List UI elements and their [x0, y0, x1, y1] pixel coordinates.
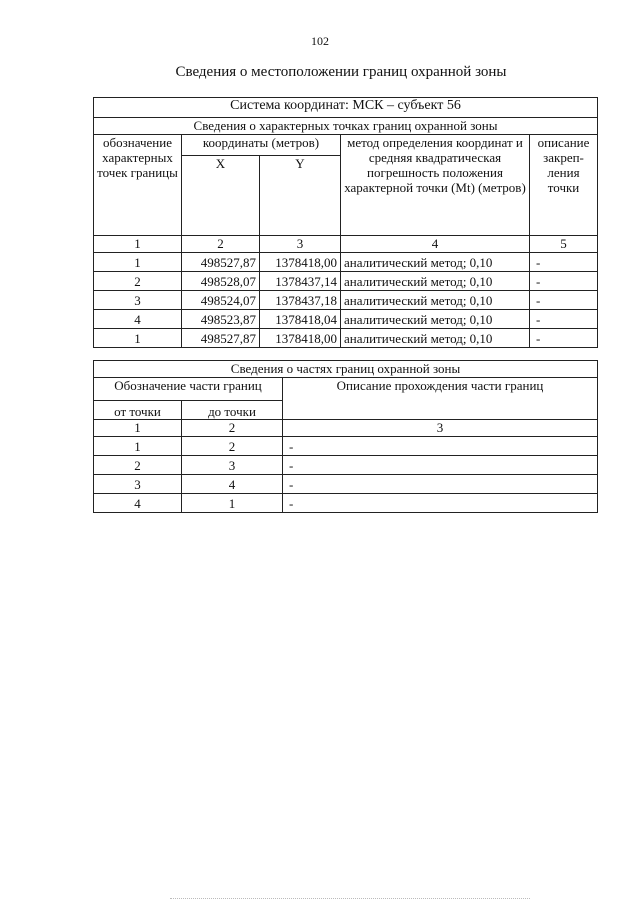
column-index: 1 [94, 236, 182, 253]
points-section-title: Сведения о характерных точках границ охранной зоны [94, 118, 598, 135]
table-row [94, 494, 598, 513]
from-point: 4 [94, 494, 182, 513]
table-row [94, 437, 598, 456]
column-index: 2 [182, 420, 283, 437]
to-point: 2 [182, 437, 283, 456]
table-row [94, 291, 598, 310]
document-title: Сведения о местоположении границ охранной зоны [175, 64, 507, 80]
parts-section-title: Сведения о частях границ охранной зоны [94, 361, 598, 378]
header-part-designation: Обозначение части границ [94, 378, 283, 401]
method: аналитический метод; 0,10 [341, 253, 530, 272]
passage-description: - [283, 475, 598, 494]
point-description: - [530, 329, 598, 348]
page-number: 102 [311, 34, 329, 48]
table-row [94, 329, 598, 348]
coord-y: 1378418,00 [260, 329, 341, 348]
column-index: 3 [260, 236, 341, 253]
header-passage-description: Описание прохождения части границ [283, 378, 598, 420]
column-index: 5 [530, 236, 598, 253]
header-method: метод определения координат и средняя квадратическая погрешность положения характерной точки (Mt) (метров) [341, 135, 530, 236]
boundary-parts-table [93, 360, 597, 513]
point-description: - [530, 310, 598, 329]
header-y: Y [260, 156, 341, 236]
coord-y: 1378437,18 [260, 291, 341, 310]
point-description: - [530, 253, 598, 272]
method: аналитический метод; 0,10 [341, 291, 530, 310]
from-point: 2 [94, 456, 182, 475]
coord-x: 498527,87 [182, 329, 260, 348]
scan-artifact [170, 898, 530, 901]
column-index: 2 [182, 236, 260, 253]
column-index: 3 [283, 420, 598, 437]
header-from-point: от точки [94, 401, 182, 420]
to-point: 3 [182, 456, 283, 475]
point-description: - [530, 272, 598, 291]
header-x: X [182, 156, 260, 236]
table-row [94, 272, 598, 291]
table-row [94, 456, 598, 475]
from-point: 3 [94, 475, 182, 494]
column-index-row [94, 420, 598, 437]
header-point-designation: обозначение характерных точек границы [94, 135, 182, 236]
to-point: 4 [182, 475, 283, 494]
column-index: 1 [94, 420, 182, 437]
coord-x: 498523,87 [182, 310, 260, 329]
passage-description: - [283, 494, 598, 513]
point-number: 3 [94, 291, 182, 310]
to-point: 1 [182, 494, 283, 513]
point-number: 1 [94, 329, 182, 348]
point-description: - [530, 291, 598, 310]
point-number: 2 [94, 272, 182, 291]
table-row [94, 310, 598, 329]
method: аналитический метод; 0,10 [341, 272, 530, 291]
point-number: 1 [94, 253, 182, 272]
column-index-row [94, 236, 598, 253]
coord-x: 498524,07 [182, 291, 260, 310]
table-row [94, 475, 598, 494]
method: аналитический метод; 0,10 [341, 329, 530, 348]
points-table [93, 97, 597, 348]
point-number: 4 [94, 310, 182, 329]
table-row [94, 253, 598, 272]
coord-y: 1378418,04 [260, 310, 341, 329]
header-description: описание закреп-ления точки [530, 135, 598, 236]
coord-y: 1378418,00 [260, 253, 341, 272]
coord-x: 498527,87 [182, 253, 260, 272]
passage-description: - [283, 437, 598, 456]
column-index: 4 [341, 236, 530, 253]
method: аналитический метод; 0,10 [341, 310, 530, 329]
passage-description: - [283, 456, 598, 475]
header-coordinates: координаты (метров) [182, 135, 341, 156]
from-point: 1 [94, 437, 182, 456]
header-to-point: до точки [182, 401, 283, 420]
coord-y: 1378437,14 [260, 272, 341, 291]
coord-x: 498528,07 [182, 272, 260, 291]
coordinate-system: Система координат: МСК – субъект 56 [94, 98, 598, 118]
